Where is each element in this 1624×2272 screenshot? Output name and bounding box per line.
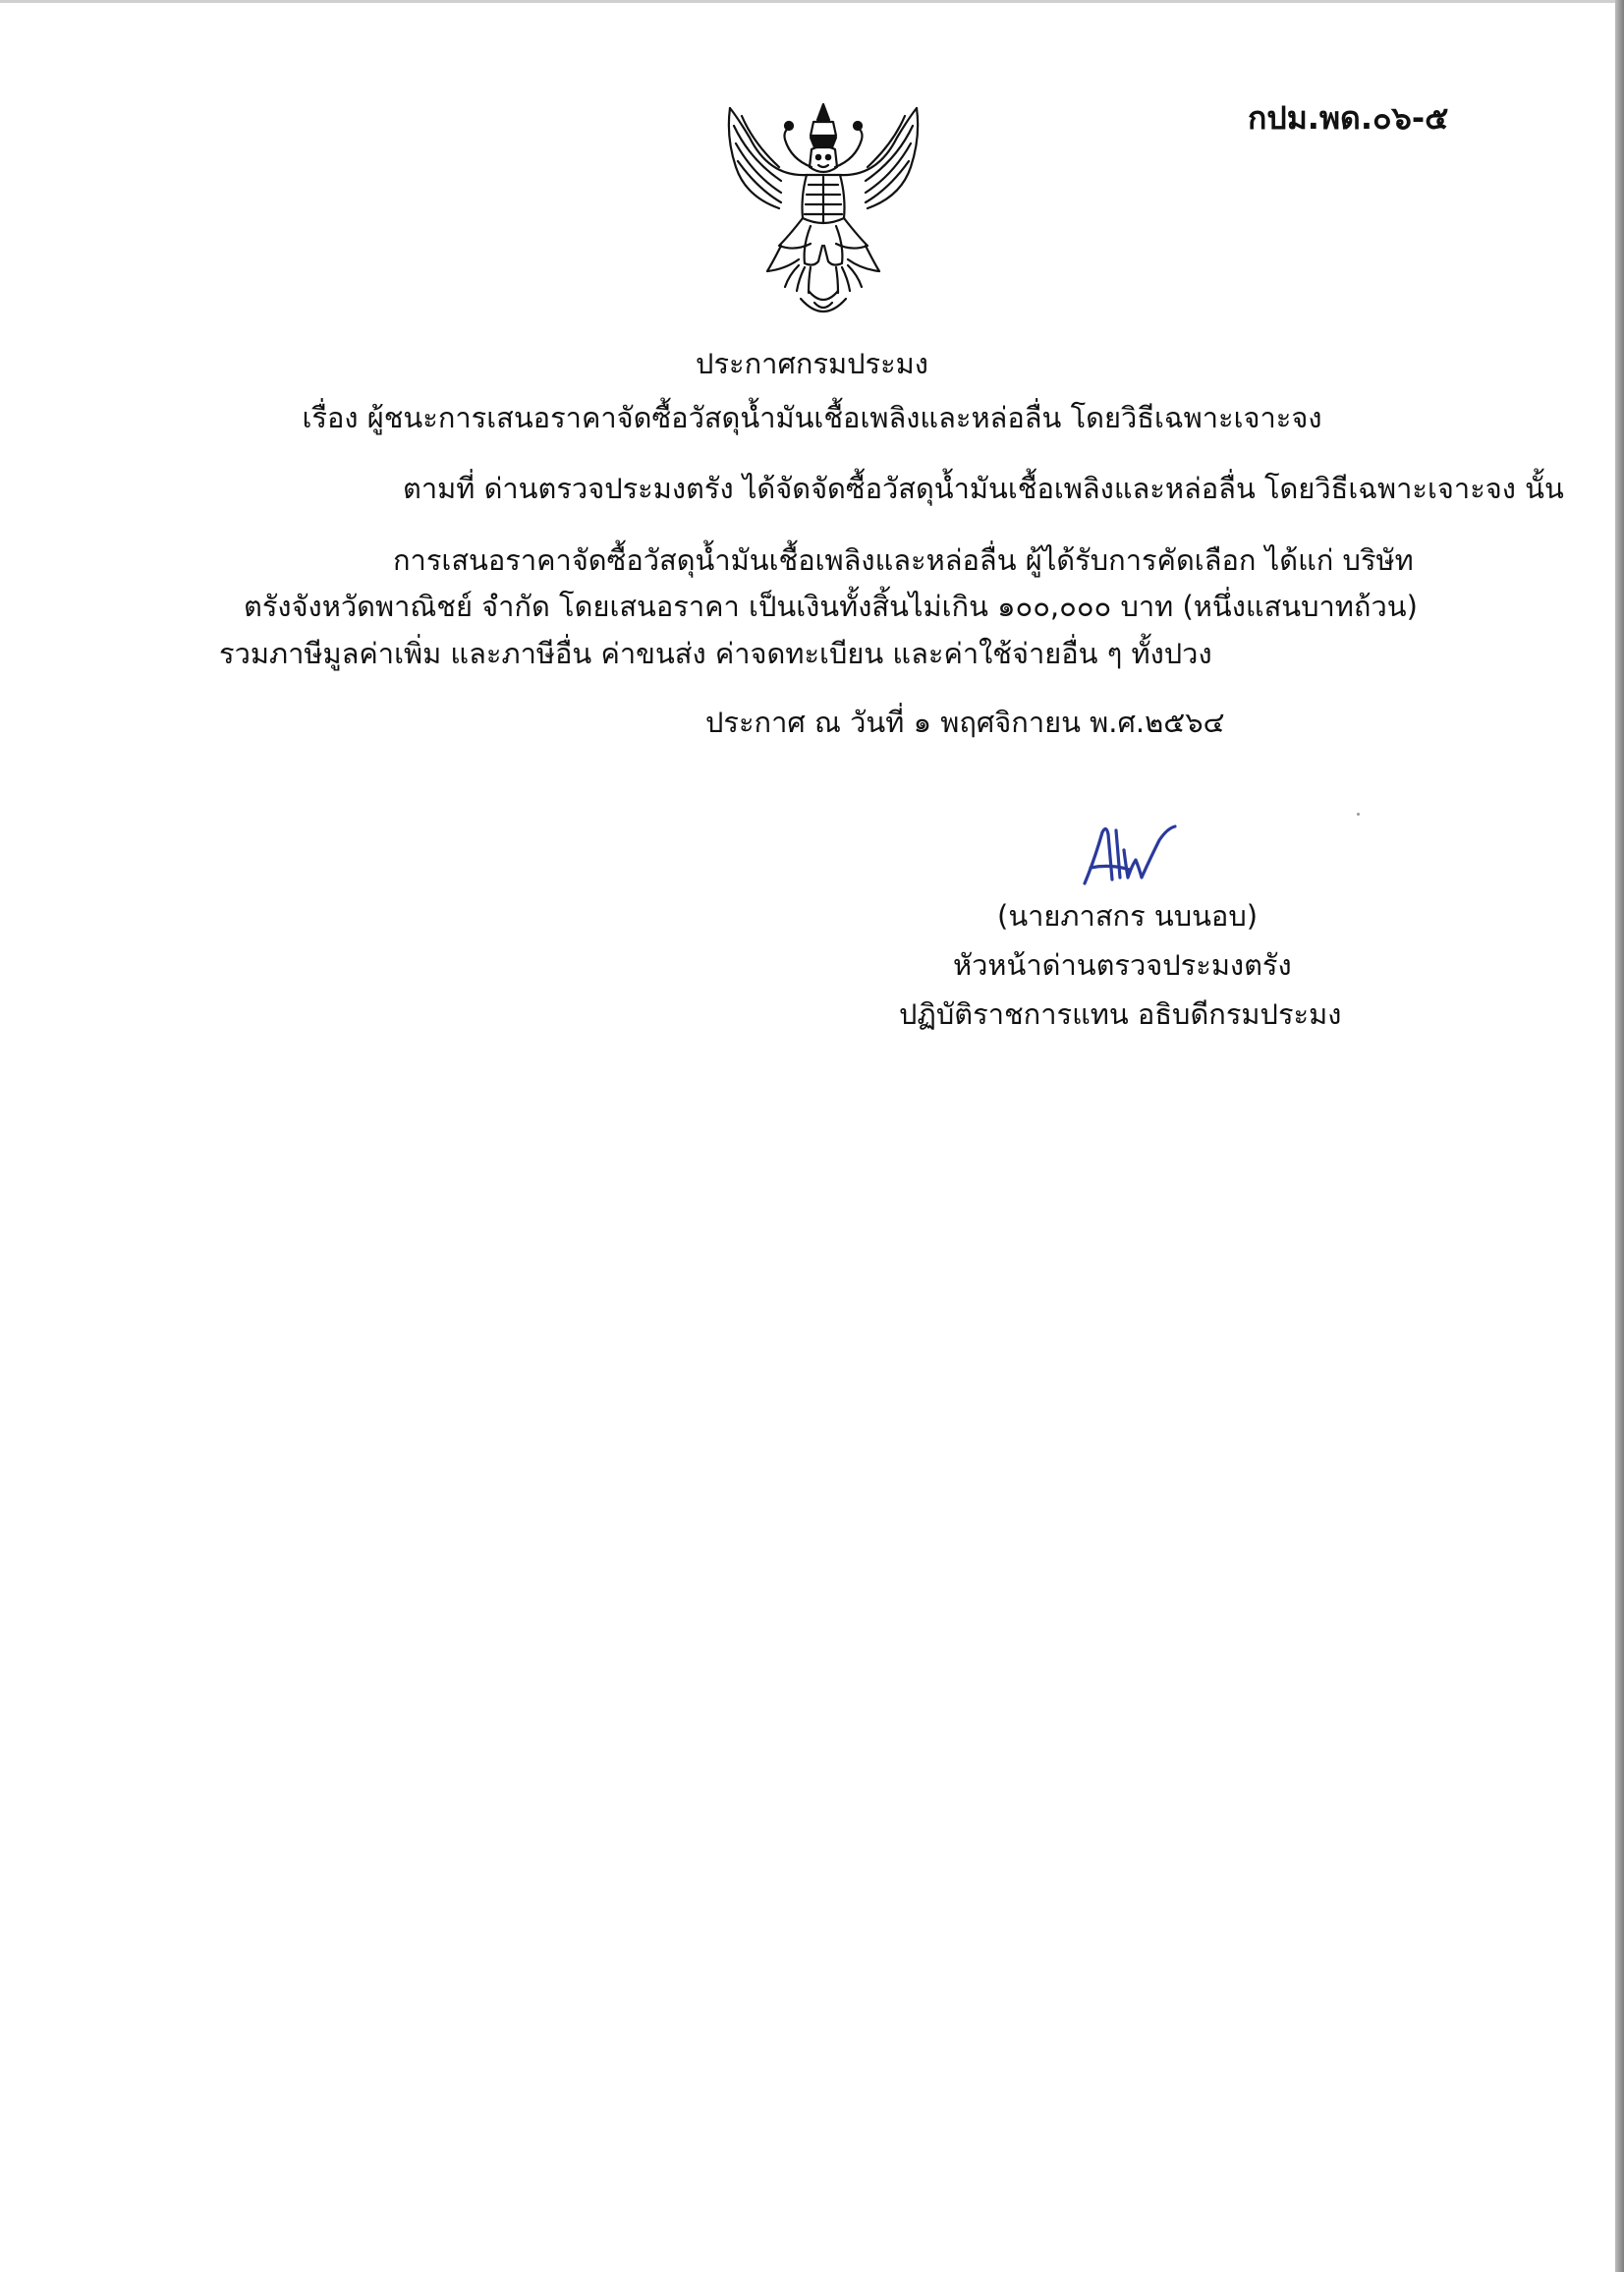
form-code: กปม.พด.๐๖-๕	[1248, 99, 1449, 137]
notice-subject: เรื่อง ผู้ชนะการเสนอราคาจัดซื้อวัสดุน้ำมันเชื้อเพลิงและหล่อลื่น โดยวิธีเฉพาะเจาะจง	[302, 401, 1322, 434]
notice-paragraph-1: ตามที่ ด่านตรวจประมงตรัง ได้จัดจัดซื้อวัสดุน้ำมันเชื้อเพลิงและหล่อลื่น โดยวิธีเฉพาะเจาะจง นั้น	[403, 472, 1564, 505]
announce-date: ประกาศ ณ วันที่ ๑ พฤศจิกายน พ.ศ.๒๕๖๔	[705, 706, 1225, 739]
notice-title: ประกาศกรมประมง	[696, 347, 928, 380]
signatory-position-2: ปฏิบัติราชการแทน อธิบดีกรมประมง	[899, 997, 1342, 1031]
handwritten-signature-icon	[1081, 821, 1189, 889]
scan-edge-top	[0, 0, 1624, 3]
scan-edge-right	[1615, 0, 1624, 2272]
notice-paragraph-2-line-2: ตรังจังหวัดพาณิชย์ จำกัด โดยเสนอราคา เป็นเงินทั้งสิ้นไม่เกิน ๑๐๐,๐๐๐ บาท (หนึ่งแสนบาทถ้วน)	[244, 590, 1418, 623]
signatory-name: (นายภาสกร นบนอบ)	[997, 899, 1259, 933]
garuda-emblem-icon	[720, 98, 926, 324]
notice-paragraph-2-line-3: รวมภาษีมูลค่าเพิ่ม และภาษีอื่น ค่าขนส่ง ค่าจดทะเบียน และค่าใช้จ่ายอื่น ๆ ทั้งปวง	[219, 637, 1212, 670]
notice-paragraph-2-line-1: การเสนอราคาจัดซื้อวัสดุน้ำมันเชื้อเพลิงและหล่อลื่น ผู้ได้รับการคัดเลือก ได้แก่ บริษัท	[393, 543, 1414, 577]
signatory-position-1: หัวหน้าด่านตรวจประมงตรัง	[953, 948, 1292, 982]
scan-speck	[1357, 813, 1360, 816]
